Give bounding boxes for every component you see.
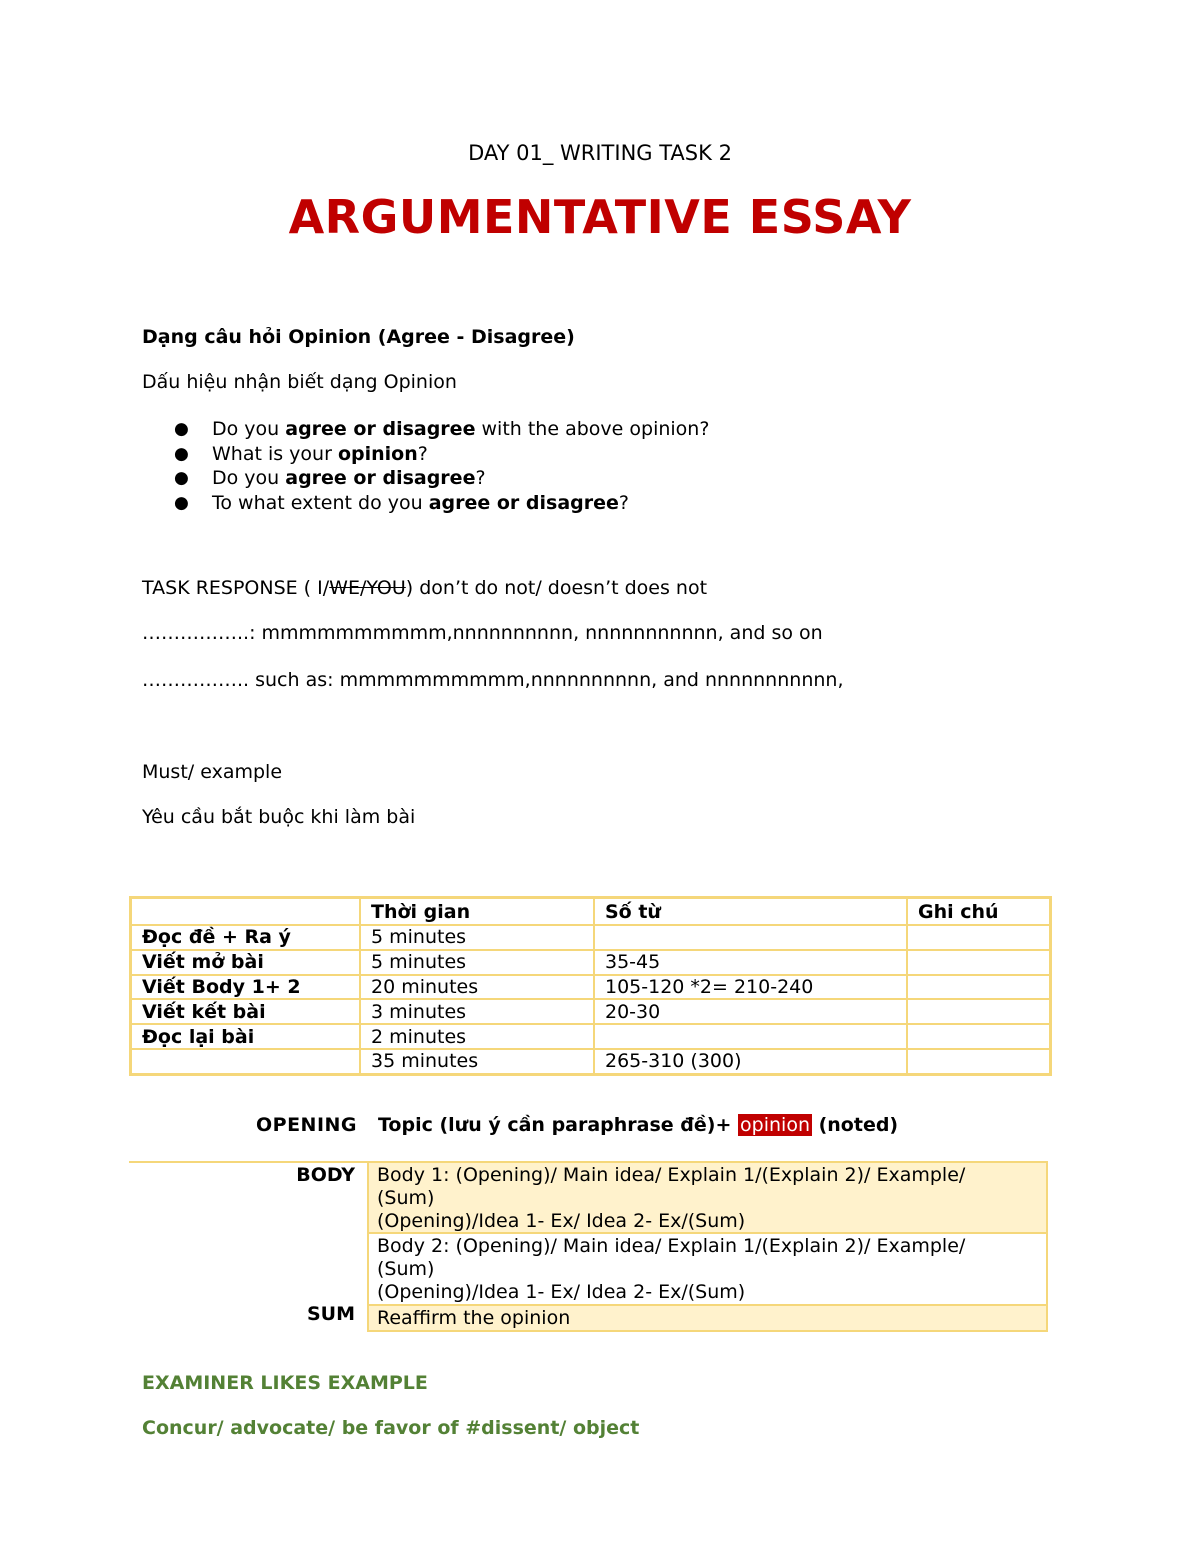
bullet-icon: ●	[174, 468, 189, 488]
table-cell	[907, 999, 1050, 1024]
table-cell: 105-120 *2= 210-240	[594, 975, 907, 1000]
table-header-cell: Ghi chú	[907, 898, 1050, 925]
list-item: ● Do you agree or disagree?	[174, 467, 486, 489]
table-cell: 35-45	[594, 950, 907, 975]
bullet-icon: ●	[174, 443, 189, 464]
essay-structure-table	[367, 1161, 1048, 1332]
table-row	[368, 1305, 1047, 1331]
table-row	[131, 950, 1050, 975]
table-cell: Viết kết bài	[131, 999, 360, 1024]
table-row	[131, 925, 1050, 950]
struck-pronouns: WE/YOU	[329, 577, 406, 599]
pattern-line-2: …………….. such as: mmmmmmmmmm,nnnnnnnnnn, and nnnnnnnnnnn,	[142, 669, 844, 691]
opinion-highlight: opinion	[740, 1114, 810, 1136]
table-cell: Đọc đề + Ra ý	[131, 925, 360, 950]
opening-label: OPENING	[256, 1114, 358, 1136]
requirements-line: Yêu cầu bắt buộc khi làm bài	[142, 806, 416, 828]
table-cell	[131, 1049, 360, 1074]
table-cell	[907, 1049, 1050, 1074]
table-header-cell	[131, 898, 360, 925]
task-response-line: TASK RESPONSE ( I/WE/YOU) don’t do not/ doesn’t does not	[142, 577, 708, 599]
table-header-cell: Số từ	[594, 898, 907, 925]
table-row	[368, 1162, 1047, 1233]
bullet-icon: ●	[174, 419, 189, 439]
table-cell: 20 minutes	[360, 975, 594, 1000]
table-cell: Viết mở bài	[131, 950, 360, 975]
body-1-cell: Body 1: (Opening)/ Main idea/ Explain 1/(Explain 2)/ Example/ (Sum) (Opening)/Idea 1- Ex/ Idea 2- Ex/(Sum)	[368, 1162, 1047, 1233]
opinion-section-heading: Dạng câu hỏi Opinion (Agree - Disagree)	[142, 326, 575, 348]
table-cell	[907, 950, 1050, 975]
examiner-heading: EXAMINER LIKES EXAMPLE	[142, 1372, 428, 1394]
main-title: ARGUMENTATIVE ESSAY	[288, 190, 912, 244]
table-cell: 3 minutes	[360, 999, 594, 1024]
table-row	[131, 1049, 1050, 1074]
table-cell	[907, 975, 1050, 1000]
table-cell: 5 minutes	[360, 925, 594, 950]
table-cell: Viết Body 1+ 2	[131, 975, 360, 1000]
pattern-line-1: ……………..: mmmmmmmmmm,nnnnnnnnnn, nnnnnnnnnnn, and so on	[142, 622, 823, 644]
opinion-question-list	[142, 417, 709, 515]
body-2-cell: Body 2: (Opening)/ Main idea/ Explain 1/(Explain 2)/ Example/ (Sum) (Opening)/Idea 1- Ex/ Idea 2- Ex/(Sum)	[368, 1233, 1047, 1304]
table-cell: 20-30	[594, 999, 907, 1024]
table-cell	[594, 1024, 907, 1049]
time-allocation-table	[129, 896, 1052, 1076]
must-example-line: Must/ example	[142, 761, 283, 783]
bullet-icon: ●	[174, 492, 189, 513]
list-item: ● To what extent do you agree or disagree?	[174, 491, 630, 514]
table-row	[368, 1233, 1047, 1304]
day-heading: DAY 01_ WRITING TASK 2	[468, 141, 732, 165]
table-row	[131, 1024, 1050, 1049]
table-cell	[594, 925, 907, 950]
table-cell: 35 minutes	[360, 1049, 594, 1074]
sum-cell: Reaffirm the opinion	[368, 1305, 1047, 1331]
table-cell	[907, 1024, 1050, 1049]
table-cell: 265-310 (300)	[594, 1049, 907, 1074]
opening-description: Topic (lưu ý cần paraphrase đề)+ opinion (noted)	[378, 1114, 899, 1136]
table-row	[131, 975, 1050, 1000]
table-cell: Đọc lại bài	[131, 1024, 360, 1049]
sum-label: SUM	[306, 1303, 355, 1325]
table-cell: 2 minutes	[360, 1024, 594, 1049]
list-item: ● Do you agree or disagree with the above opinion?	[174, 418, 710, 440]
table-cell	[907, 925, 1050, 950]
table-header-cell: Thời gian	[360, 898, 594, 925]
opinion-signs-label: Dấu hiệu nhận biết dạng Opinion	[142, 371, 457, 393]
table-row	[131, 999, 1050, 1024]
structure-divider	[129, 1161, 367, 1163]
table-header-row	[131, 898, 1050, 925]
examiner-words: Concur/ advocate/ be favor of #dissent/ object	[142, 1417, 640, 1439]
body-label: BODY	[296, 1164, 355, 1186]
table-cell: 5 minutes	[360, 950, 594, 975]
list-item: ● What is your opinion?	[174, 442, 428, 465]
